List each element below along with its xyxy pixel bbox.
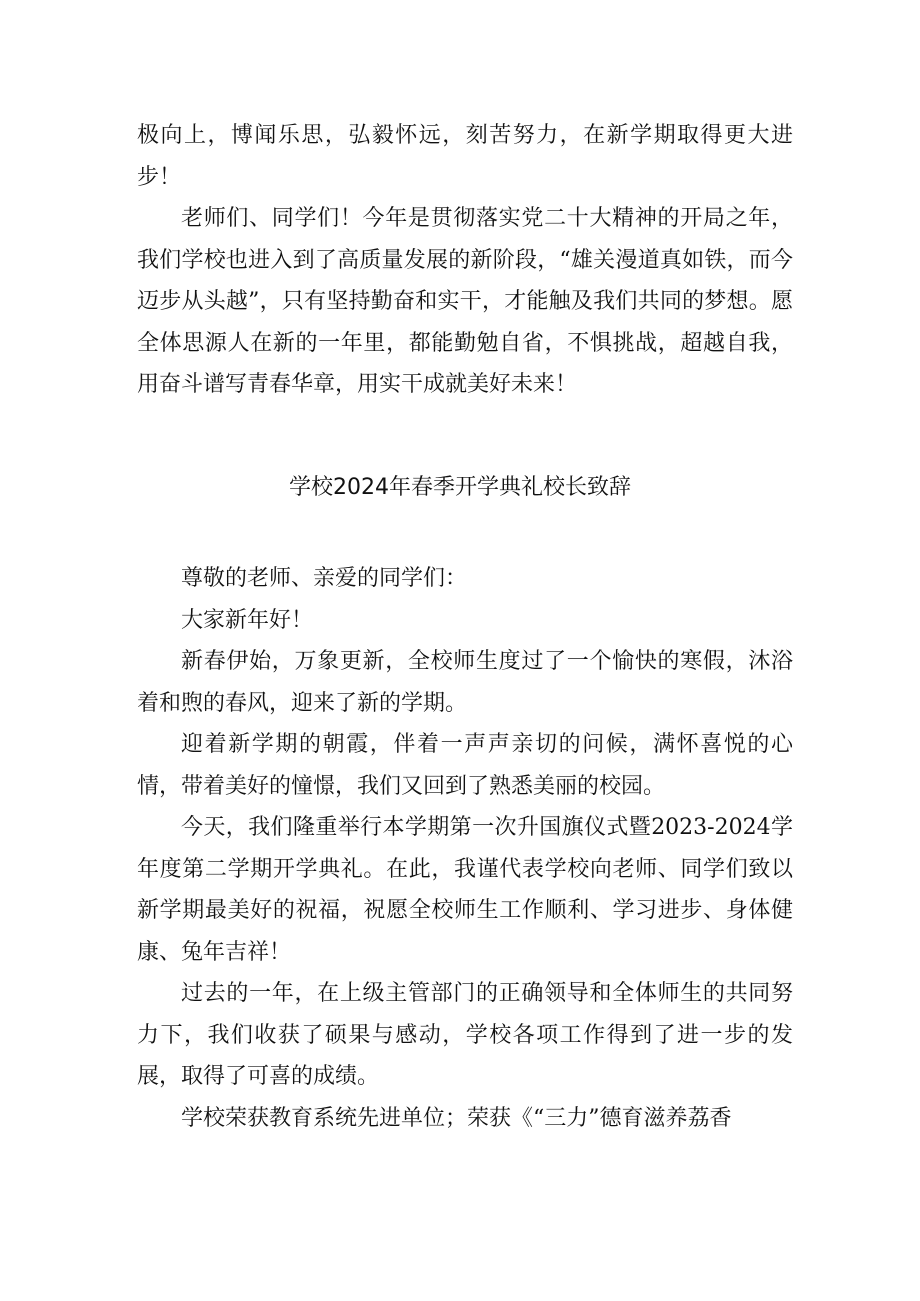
salutation: 尊敬的老师、亲爱的同学们： — [181, 566, 468, 591]
paragraph: 迎着新学期的朝霞，伴着一声声亲切的问候，满怀喜悦的心情，带着美好的憧憬，我们又回到了熟悉美丽的校园。 — [137, 732, 793, 799]
previous-article-ending — [137, 115, 793, 406]
paragraph: 极向上，博闻乐思，弘毅怀远，刻苦努力，在新学期取得更大进步！ — [137, 123, 793, 190]
paragraph: 过去的一年，在上级主管部门的正确领导和全体师生的共同努力下，我们收获了硕果与感动，学校各项工作得到了进一步的发展，取得了可喜的成绩。 — [137, 981, 793, 1089]
paragraph: 新春伊始，万象更新，全校师生度过了一个愉快的寒假，沐浴着和煦的春风，迎来了新的学期。 — [137, 649, 793, 716]
paragraph: 今天，我们隆重举行本学期第一次升国旗仪式暨2023-2024学年度第二学期开学典礼。在此，我谨代表学校向老师、同学们致以新学期最美好的祝福，祝愿全校师生工作顺利、学习进步、身体健康、兔年吉祥！ — [137, 815, 793, 965]
greeting: 大家新年好！ — [181, 607, 314, 633]
article-title: 学校2024年春季开学典礼校长致辞 — [289, 475, 631, 500]
paragraph: 老师们、同学们！今年是贯彻落实党二十大精神的开局之年，我们学校也进入到了高质量发展的新阶段，“雄关漫道真如铁，而今迈步从头越”，只有坚持勤奋和实干，才能触及我们共同的梦想。愿全体思源人在新的一年里，都能勤勉自省，不惧挑战，超越自我，用奋斗谱写青春华章，用实干成就美好未来！ — [137, 206, 793, 397]
article-body — [137, 558, 793, 1139]
paragraph: 学校荣获教育系统先进单位；荣获《“三力”德育滋养荔香 — [181, 1105, 732, 1131]
